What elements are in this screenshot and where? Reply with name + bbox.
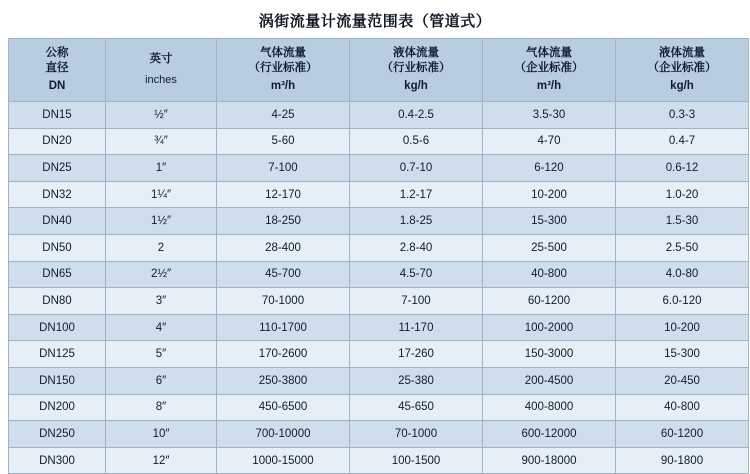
table-row bbox=[9, 208, 749, 235]
column-header-inches bbox=[106, 39, 217, 102]
cell-inches: 6″ bbox=[106, 367, 217, 394]
cell-nominal-diameter: DN150 bbox=[9, 367, 106, 394]
cell-gas-enterprise: 400-8000 bbox=[483, 394, 616, 421]
cell-liquid-industry: 100-1500 bbox=[350, 447, 483, 474]
cell-gas-enterprise: 4-70 bbox=[483, 128, 616, 155]
table-row bbox=[9, 181, 749, 208]
cell-liquid-industry: 1.2-17 bbox=[350, 181, 483, 208]
table-row bbox=[9, 102, 749, 129]
cell-gas-industry: 18-250 bbox=[217, 208, 350, 235]
cell-liquid-enterprise: 4.0-80 bbox=[616, 261, 749, 288]
cell-liquid-industry: 25-380 bbox=[350, 367, 483, 394]
page-title: 涡街流量计流量范围表（管道式） bbox=[258, 13, 492, 30]
cell-liquid-enterprise: 6.0-120 bbox=[616, 288, 749, 315]
table-body bbox=[9, 102, 749, 474]
cell-nominal-diameter: DN50 bbox=[9, 234, 106, 261]
cell-gas-industry: 110-1700 bbox=[217, 314, 350, 341]
cell-gas-enterprise: 600-12000 bbox=[483, 421, 616, 448]
cell-liquid-enterprise: 15-300 bbox=[616, 341, 749, 368]
cell-nominal-diameter: DN125 bbox=[9, 341, 106, 368]
cell-nominal-diameter: DN200 bbox=[9, 394, 106, 421]
cell-gas-enterprise: 200-4500 bbox=[483, 367, 616, 394]
table-row bbox=[9, 261, 749, 288]
header-line-1: 英寸 bbox=[149, 52, 173, 65]
header-line-2: （企业标准） bbox=[647, 62, 717, 75]
cell-gas-enterprise: 3.5-30 bbox=[483, 102, 616, 129]
cell-nominal-diameter: DN100 bbox=[9, 314, 106, 341]
cell-liquid-enterprise: 90-1800 bbox=[616, 447, 749, 474]
cell-liquid-enterprise: 0.3-3 bbox=[616, 102, 749, 129]
cell-gas-industry: 70-1000 bbox=[217, 288, 350, 315]
cell-gas-enterprise: 150-3000 bbox=[483, 341, 616, 368]
cell-inches: 1″ bbox=[106, 155, 217, 182]
cell-gas-enterprise: 100-2000 bbox=[483, 314, 616, 341]
cell-gas-industry: 28-400 bbox=[217, 234, 350, 261]
cell-nominal-diameter: DN65 bbox=[9, 261, 106, 288]
cell-nominal-diameter: DN40 bbox=[9, 208, 106, 235]
cell-nominal-diameter: DN15 bbox=[9, 102, 106, 129]
column-header-gas-flow-enterprise bbox=[483, 39, 616, 102]
cell-gas-enterprise: 10-200 bbox=[483, 181, 616, 208]
cell-inches: ¾″ bbox=[106, 128, 217, 155]
header-line-1: 液体流量 bbox=[393, 46, 439, 59]
table-row bbox=[9, 341, 749, 368]
cell-liquid-enterprise: 60-1200 bbox=[616, 421, 749, 448]
header-line-1: 液体流量 bbox=[659, 46, 705, 59]
header-line-1: 公称 bbox=[45, 46, 69, 59]
cell-gas-industry: 170-2600 bbox=[217, 341, 350, 368]
cell-gas-enterprise: 60-1200 bbox=[483, 288, 616, 315]
flow-range-table bbox=[8, 38, 749, 474]
table-row bbox=[9, 288, 749, 315]
table-row bbox=[9, 421, 749, 448]
cell-liquid-enterprise: 20-450 bbox=[616, 367, 749, 394]
table-row bbox=[9, 447, 749, 474]
cell-liquid-industry: 11-170 bbox=[350, 314, 483, 341]
table-row bbox=[9, 367, 749, 394]
header-line-1: 气体流量 bbox=[526, 46, 572, 59]
cell-liquid-industry: 0.4-2.5 bbox=[350, 102, 483, 129]
table-row bbox=[9, 314, 749, 341]
cell-inches: 10″ bbox=[106, 421, 217, 448]
cell-inches: 8″ bbox=[106, 394, 217, 421]
cell-inches: ½″ bbox=[106, 102, 217, 129]
table-row bbox=[9, 155, 749, 182]
header-line-2: （行业标准） bbox=[248, 62, 318, 75]
cell-nominal-diameter: DN25 bbox=[9, 155, 106, 182]
header-line-3: kg/h bbox=[404, 79, 428, 92]
cell-gas-industry: 45-700 bbox=[217, 261, 350, 288]
cell-gas-enterprise: 6-120 bbox=[483, 155, 616, 182]
header-line-2: 直径 bbox=[45, 62, 69, 75]
cell-gas-industry: 250-3800 bbox=[217, 367, 350, 394]
cell-liquid-enterprise: 2.5-50 bbox=[616, 234, 749, 261]
header-row bbox=[9, 39, 749, 102]
cell-inches: 12″ bbox=[106, 447, 217, 474]
cell-liquid-industry: 45-650 bbox=[350, 394, 483, 421]
header-line-2: （行业标准） bbox=[381, 62, 451, 75]
cell-liquid-industry: 70-1000 bbox=[350, 421, 483, 448]
cell-gas-enterprise: 40-800 bbox=[483, 261, 616, 288]
cell-liquid-industry: 1.8-25 bbox=[350, 208, 483, 235]
cell-nominal-diameter: DN80 bbox=[9, 288, 106, 315]
cell-inches: 2 bbox=[106, 234, 217, 261]
cell-liquid-enterprise: 40-800 bbox=[616, 394, 749, 421]
column-header-liquid-flow-enterprise bbox=[616, 39, 749, 102]
table-header bbox=[9, 39, 749, 102]
cell-inches: 1¼″ bbox=[106, 181, 217, 208]
header-line-3: kg/h bbox=[670, 79, 694, 92]
cell-gas-industry: 4-25 bbox=[217, 102, 350, 129]
cell-gas-enterprise: 25-500 bbox=[483, 234, 616, 261]
cell-liquid-enterprise: 0.6-12 bbox=[616, 155, 749, 182]
header-line-3: m³/h bbox=[536, 79, 562, 92]
table-row bbox=[9, 234, 749, 261]
cell-liquid-industry: 0.7-10 bbox=[350, 155, 483, 182]
header-line-2: （企业标准） bbox=[514, 62, 584, 75]
cell-nominal-diameter: DN300 bbox=[9, 447, 106, 474]
cell-inches: 5″ bbox=[106, 341, 217, 368]
cell-inches: 2½″ bbox=[106, 261, 217, 288]
header-line-3: DN bbox=[48, 79, 66, 92]
cell-gas-enterprise: 900-18000 bbox=[483, 447, 616, 474]
cell-inches: 3″ bbox=[106, 288, 217, 315]
cell-liquid-industry: 0.5-6 bbox=[350, 128, 483, 155]
header-line-3: inches bbox=[145, 74, 177, 87]
column-header-gas-flow-industry bbox=[217, 39, 350, 102]
cell-liquid-enterprise: 0.4-7 bbox=[616, 128, 749, 155]
header-line-1: 气体流量 bbox=[260, 46, 306, 59]
cell-inches: 1½″ bbox=[106, 208, 217, 235]
cell-liquid-industry: 4.5-70 bbox=[350, 261, 483, 288]
cell-liquid-enterprise: 1.5-30 bbox=[616, 208, 749, 235]
table-row bbox=[9, 128, 749, 155]
cell-gas-industry: 5-60 bbox=[217, 128, 350, 155]
cell-inches: 4″ bbox=[106, 314, 217, 341]
cell-liquid-enterprise: 1.0-20 bbox=[616, 181, 749, 208]
cell-gas-industry: 450-6500 bbox=[217, 394, 350, 421]
cell-liquid-industry: 2.8-40 bbox=[350, 234, 483, 261]
cell-nominal-diameter: DN32 bbox=[9, 181, 106, 208]
cell-nominal-diameter: DN20 bbox=[9, 128, 106, 155]
header-line-3: m³/h bbox=[270, 79, 296, 92]
table-row bbox=[9, 394, 749, 421]
cell-liquid-industry: 7-100 bbox=[350, 288, 483, 315]
cell-liquid-enterprise: 10-200 bbox=[616, 314, 749, 341]
cell-gas-industry: 12-170 bbox=[217, 181, 350, 208]
cell-nominal-diameter: DN250 bbox=[9, 421, 106, 448]
cell-gas-industry: 700-10000 bbox=[217, 421, 350, 448]
cell-gas-enterprise: 15-300 bbox=[483, 208, 616, 235]
column-header-nominal-diameter bbox=[9, 39, 106, 102]
cell-gas-industry: 1000-15000 bbox=[217, 447, 350, 474]
column-header-liquid-flow-industry bbox=[350, 39, 483, 102]
cell-gas-industry: 7-100 bbox=[217, 155, 350, 182]
cell-liquid-industry: 17-260 bbox=[350, 341, 483, 368]
